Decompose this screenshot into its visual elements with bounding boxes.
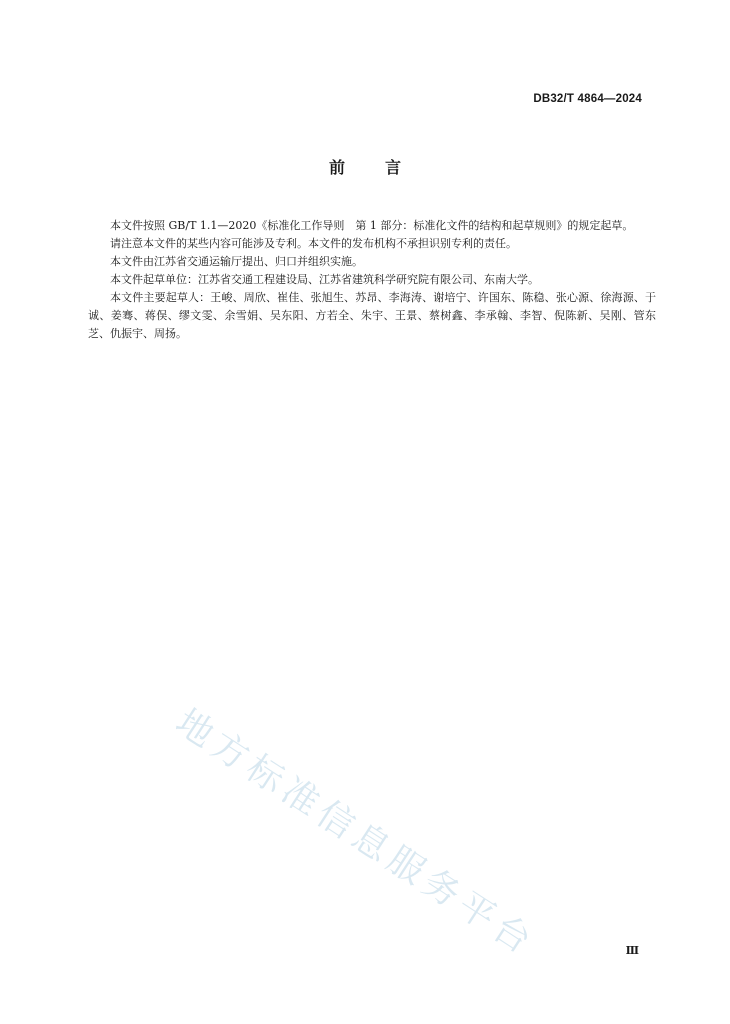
page-number: Ⅲ [625,944,639,957]
document-code: DB32/T 4864—2024 [533,93,642,105]
paragraph-drafters: 本文件主要起草人：王峻、周欣、崔佳、张旭生、苏昂、李海涛、谢培宁、许国东、陈稳、张心源、徐海源、于诚、姜骞、蒋俣、缪文雯、余雪娟、吴东阳、方若全、朱宇、王景、蔡树鑫、李承翰、李智、倪陈新、吴刚、管东芝、仇振宇、周扬。 [88,291,656,340]
paragraph-proposer: 本文件由江苏省交通运输厅提出、归口并组织实施。 [110,255,363,268]
foreword-body [88,217,656,343]
paragraph-drafting-rules: 本文件按照 GB/T 1.1—2020《标准化工作导则 第 1 部分：标准化文件的结构和起草规则》的规定起草。 [110,219,634,232]
paragraph-patent-notice: 请注意本文件的某些内容可能涉及专利。本文件的发布机构不承担识别专利的责任。 [110,237,517,250]
watermark: 地方标准信息服务平台 [168,701,543,965]
paragraph-drafting-units: 本文件起草单位：江苏省交通工程建设局、江苏省建筑科学研究院有限公司、东南大学。 [110,273,539,286]
section-title: 前言 [328,158,441,177]
